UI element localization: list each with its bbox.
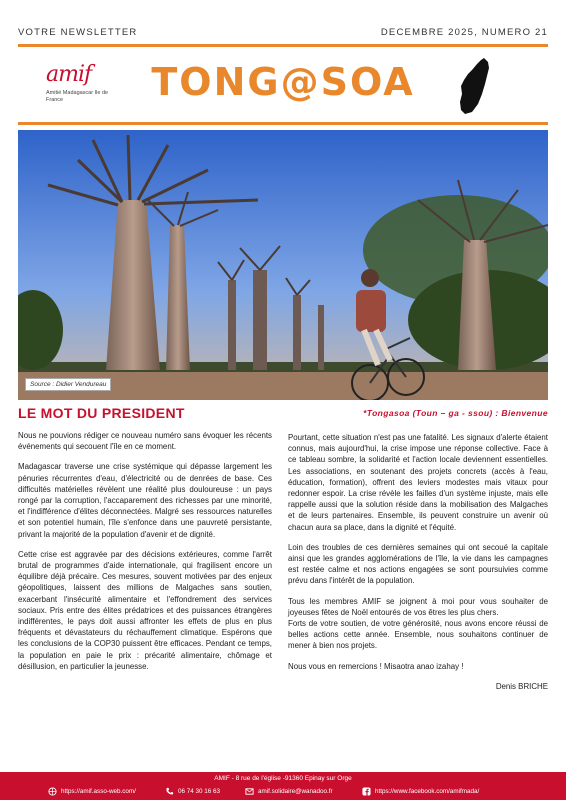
facebook-url: https://www.facebook.com/amifmada/ — [375, 788, 480, 795]
footer-links — [0, 787, 566, 798]
madagascar-map-icon — [454, 56, 494, 116]
title-divider — [18, 122, 548, 125]
paragraph: Loin des troubles de ces dernières semaines qui ont secoué la capitale ainsi que les grandes agglomérations de l'île, la vie dans les campagnes est restée calme et nos actions engagées se sont poursuivies comme prévu dans l'intérêt de la population. — [288, 542, 548, 586]
phone-link[interactable] — [165, 787, 220, 796]
mail-icon — [245, 787, 254, 796]
paragraph: Pourtant, cette situation n'est pas une fatalité. Les signaux d'alerte étaient connus, mais aujourd'hui, la crise impose une réponse collective. Face à ce tableau sombre, la solidarité et l'action locale deviennent essentielles. Les associations, en soutenant des projets concrets (accès à l'eau, éducation, formation), offrent des leviers modestes mais vitaux pour redonner espoir. La crise révèle les failles d'un système injuste, mais elle rappelle aussi que la solution réside dans la mobilisation des Malgaches et de leurs partenaires. Ensemble, ils peuvent construire un avenir où chacun aura sa place, dans la dignité et l'équité. — [288, 433, 548, 532]
masthead-topline — [18, 27, 548, 41]
newsletter-label: VOTRE NEWSLETTER — [18, 27, 138, 38]
email-link[interactable] — [245, 787, 333, 796]
photo-credit: Source : Didier Vendureau — [25, 378, 111, 391]
paragraph: Cette crise est aggravée par des décisions extérieures, comme l'arrêt brutal de programmes d'aide internationale, qui fragilisent encore un équilibre déjà précaire. Ces mesures, souvent motivées par des enjeux géopolitiques, laissent des millions de Malgaches sans soutien, exacerbant l'insécurité alimentaire et l'effondrement des services sociaux. Pris entre des élites prédatrices et des puissances étrangères indifférentes, le pays doit aussi affronter les effets de plus en plus fréquents et dévastateurs du réchauffement climatique. Espérons que les conclusions de la COP30 puissent être efficaces. Pendant ce temps, la population en paie le prix : précarité alimentaire, chômage et désillusion, en particulier la jeunesse. — [18, 549, 272, 671]
email-address: amif.solidaire@wanadoo.fr — [258, 788, 333, 795]
phone-number: 06 74 30 16 63 — [178, 788, 221, 795]
article-column-right — [288, 432, 548, 692]
section-heading: LE MOT DU PRESIDENT — [18, 405, 185, 421]
globe-icon — [48, 787, 57, 796]
article-column-left — [18, 430, 272, 681]
phone-icon — [165, 787, 174, 796]
facebook-link[interactable] — [362, 787, 479, 796]
paragraph: Tous les membres AMIF se joignent à moi pour vous souhaiter de joyeuses fêtes de Noël entourés de vos êtres les plus chers. — [288, 596, 548, 617]
issue-label: DECEMBRE 2025, NUMERO 21 — [380, 27, 548, 38]
paragraph: Nous ne pouvions rédiger ce nouveau numéro sans évoquer les récents événements qui secouent l'île en ce moment. — [18, 431, 272, 452]
facebook-icon — [362, 787, 371, 796]
paragraph: Madagascar traverse une crise systémique qui dépasse largement les pénuries récurrentes d'eau, d'électricité ou de denrées de base. Ces difficultés matérielles révèlent une réalité plus douloureuse : un pays rongé par la corruption, l'accaparement des richesses par une minorité, et l'indifférence d'élites déconnectées. Malgré ses ressources naturelles et son potentiel humain, l'île s'enfonce dans une pauvreté persistante, privant la majorité de la population d'avenir et de dignité. — [18, 462, 272, 539]
logo-subtitle: Amitié Madagascar Ile de France — [46, 90, 109, 103]
top-divider — [18, 44, 548, 47]
paragraph: Nous vous en remercions ! Misaotra anao izahay ! — [288, 661, 464, 671]
logo-text: amif — [46, 62, 92, 87]
tongasoa-definition: *Tongasoa (Toun – ga - ssou) : Bienvenue — [363, 408, 548, 418]
footer-bar — [0, 772, 566, 800]
website-url: https://amif.asso-web.com/ — [61, 788, 136, 795]
footer-address: AMIF - 8 rue de l'église -91360 Epinay sur Orge — [214, 775, 352, 782]
signature: Denis BRICHE — [495, 681, 548, 691]
website-link[interactable] — [48, 787, 136, 796]
baobab-photo — [18, 130, 548, 400]
newsletter-title: TONG@SOA — [151, 60, 415, 104]
paragraph: Forts de votre soutien, de votre générosité, nous avons encore réussi de belles actions cette année. Ensemble, nous souhaitons continuer de mener à bien nos projets. — [288, 619, 548, 651]
